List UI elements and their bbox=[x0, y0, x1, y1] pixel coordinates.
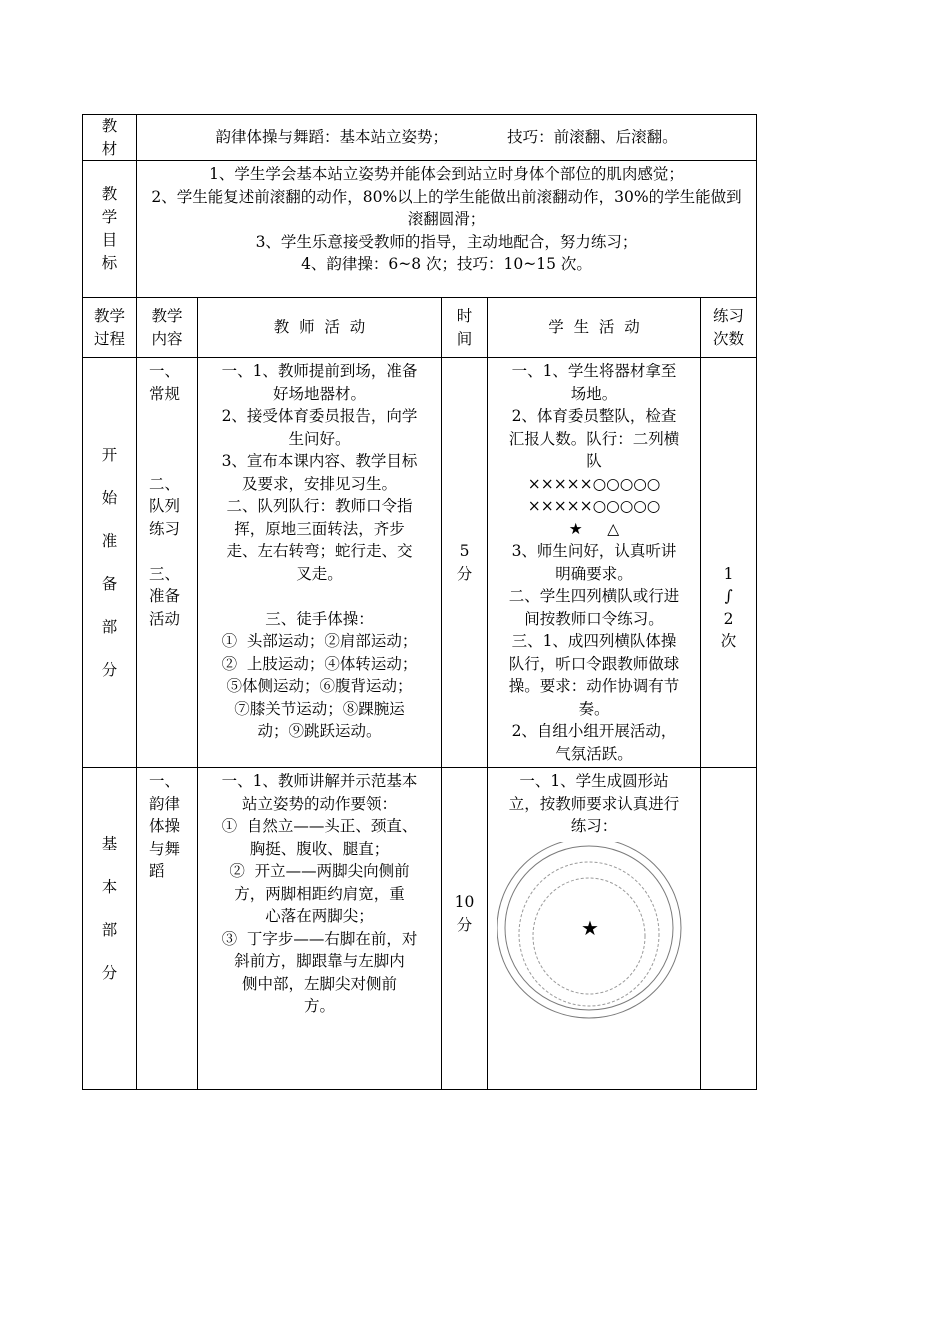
basic-teacher-activity: 一、1、教师讲解并示范基本 站立姿势的动作要领： ① 自然立——头正、颈直、 胸挺、腹收、腿直； ② 开立——两脚尖向侧前 方，两脚相距约肩宽，重 心落在两脚尖； ③ 丁字步——右脚在前，对 斜前方，脚跟靠与左脚内 侧中部，左脚尖对侧前 方。 bbox=[221, 772, 418, 1015]
header-teacher-cell bbox=[198, 298, 442, 358]
header-student-cell bbox=[488, 298, 701, 358]
material-content: 韵律体操与舞蹈：基本站立姿势； 技巧：前滚翻、后滚翻。 bbox=[215, 128, 678, 147]
lesson-plan-table bbox=[82, 114, 757, 1090]
basic-label-cell bbox=[83, 768, 137, 1090]
header-process-cell bbox=[83, 298, 137, 358]
start-content-cell bbox=[137, 358, 198, 768]
basic-count-cell bbox=[701, 768, 757, 1090]
basic-student-cell bbox=[488, 768, 701, 1090]
basic-student-activity: 一、1、学生成圆形站 立，按教师要求认真进行 练习： bbox=[508, 772, 680, 835]
start-section-row bbox=[83, 358, 757, 768]
objective-1: 1、学生学会基本站立姿势并能体会到站立时身体个部位的肌肉感觉； bbox=[209, 165, 684, 183]
start-time-cell bbox=[442, 358, 488, 768]
basic-label: 基 本 部 分 bbox=[101, 834, 118, 982]
objective-2: 2、学生能复述前滚翻的动作，80%以上的学生能做出前滚翻动作，30%的学生能做到滚翻圆滑； bbox=[151, 187, 742, 228]
header-time-cell bbox=[442, 298, 488, 358]
basic-content-cell bbox=[137, 768, 198, 1090]
material-label-cell bbox=[83, 115, 137, 161]
objective-4: 4、韵律操：6~8 次；技巧：10~15 次。 bbox=[301, 255, 592, 273]
header-process: 教学 过程 bbox=[93, 307, 125, 348]
start-count: 1 ∫ 2 次 bbox=[720, 564, 737, 650]
basic-section-row bbox=[83, 768, 757, 1090]
objective-3: 3、学生乐意接受教师的指导，主动地配合，努力练习； bbox=[255, 232, 638, 251]
basic-teacher-cell bbox=[198, 768, 442, 1090]
start-label: 开 始 准 备 部 分 bbox=[101, 445, 118, 679]
objectives-label-cell bbox=[83, 161, 137, 298]
start-count-cell bbox=[701, 358, 757, 768]
teacher-star-icon: ★ bbox=[581, 915, 599, 940]
start-time: 5 分 bbox=[456, 542, 473, 583]
lesson-plan-document bbox=[82, 114, 756, 1090]
material-row bbox=[83, 115, 757, 161]
start-label-cell bbox=[83, 358, 137, 768]
start-student-cell bbox=[488, 358, 701, 768]
objectives-content-cell bbox=[137, 161, 757, 298]
start-student-activity: 一、1、学生将器材拿至 场地。 2、体育委员整队，检查 汇报人数。队行：二列横 队 ×××××○○○○○ ×××××○○○○○ ★ △ 3、师生问好，认真听讲 明确要求。 二、学生四列横队或行进 间按教师口令练习。 三、1、成四列横队体操 队行，听口令跟教师做球 操。要求：动作协调有节 奏。 2、自组小组开展活动， 气氛活跃。 bbox=[508, 362, 680, 763]
header-time: 时 间 bbox=[456, 307, 473, 348]
start-teacher-activity: 一、1、教师提前到场，准备 好场地器材。 2、接受体育委员报告，向学 生问好。 3、宣布本课内容、教学目标 及要求，安排见习生。 二、队列队行：教师口令指 挥，原地三面转法，齐步 走、左右转弯；蛇行走、交 叉走。 三、徒手体操： ① 头部运动；②肩部运动； ② 上肢运动；④体转运动； ⑤体侧运动；⑥腹背运动； ⑦膝关节运动；⑧踝腕运 动；⑨跳跃运动。 bbox=[221, 362, 418, 740]
header-teacher: 教 师 活 动 bbox=[273, 318, 366, 337]
basic-time-cell bbox=[442, 768, 488, 1090]
header-count: 练习 次数 bbox=[713, 307, 745, 348]
column-header-row bbox=[83, 298, 757, 358]
header-count-cell bbox=[701, 298, 757, 358]
objectives-label: 教 学 目 标 bbox=[101, 185, 118, 272]
circle-formation-diagram bbox=[497, 842, 691, 1022]
material-content-cell bbox=[137, 115, 757, 161]
header-student: 学 生 活 动 bbox=[548, 318, 640, 337]
objectives-row bbox=[83, 161, 757, 298]
start-teacher-cell bbox=[198, 358, 442, 768]
material-label: 教 材 bbox=[101, 117, 118, 158]
start-content: 一、 常规 二、 队列 练习 三、 准备 活动 bbox=[149, 362, 181, 628]
header-content: 教学 内容 bbox=[151, 307, 183, 348]
basic-content: 一、 韵律 体操 与舞 蹈 bbox=[149, 772, 181, 880]
basic-time: 10 分 bbox=[454, 893, 475, 934]
header-content-cell bbox=[137, 298, 198, 358]
